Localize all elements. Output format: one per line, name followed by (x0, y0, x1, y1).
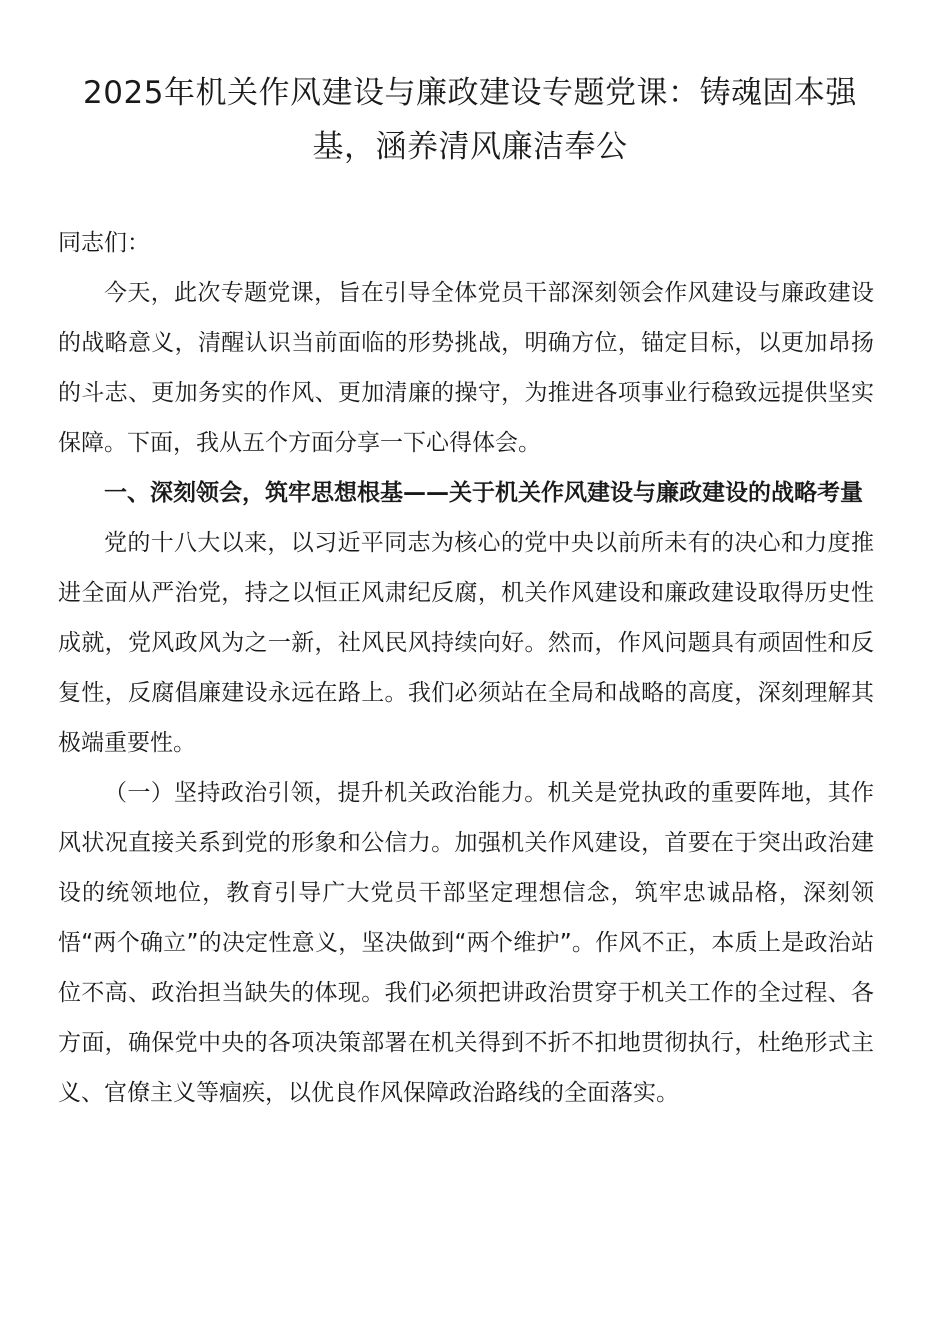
document-title: 2025年机关作风建设与廉政建设专题党课：铸魂固本强基，涵养清风廉洁奉公 (83, 75, 857, 165)
body-paragraph: 党的十八大以来，以习近平同志为核心的党中央以前所未有的决心和力度推进全面从严治党，持之以恒正风肃纪反腐，机关作风建设和廉政建设取得历史性成就，党风政风为之一新，社风民风持续向好。然而，作风问题具有顽固性和反复性，反腐倡廉建设永远在路上。我们必须站在全局和战略的高度，深刻理解其极端重要性。 (58, 530, 874, 756)
section-heading-1: 一、深刻领会，筑牢思想根基——关于机关作风建设与廉政建设的战略考量 (104, 480, 863, 506)
salutation: 同志们： (58, 230, 150, 256)
subsection-paragraph-1: （一）坚持政治引领，提升机关政治能力。机关是党执政的重要阵地，其作风状况直接关系到党的形象和公信力。加强机关作风建设，首要在于突出政治建设的统领地位，教育引导广大党员干部坚定理想信念，筑牢忠诚品格，深刻领悟“两个确立”的决定性意义，坚决做到“两个维护”。作风不正，本质上是政治站位不高、政治担当缺失的体现。我们必须把讲政治贯穿于机关工作的全过程、各方面，确保党中央的各项决策部署在机关得到不折不扣地贯彻执行，杜绝形式主义、官僚主义等痼疾，以优良作风保障政治路线的全面落实。 (58, 780, 874, 1106)
intro-paragraph: 今天，此次专题党课，旨在引导全体党员干部深刻领会作风建设与廉政建设的战略意义，清醒认识当前面临的形势挑战，明确方位，锚定目标，以更加昂扬的斗志、更加务实的作风、更加清廉的操守，为推进各项事业行稳致远提供坚实保障。下面，我从五个方面分享一下心得体会。 (58, 280, 874, 456)
document-body (58, 218, 874, 1118)
